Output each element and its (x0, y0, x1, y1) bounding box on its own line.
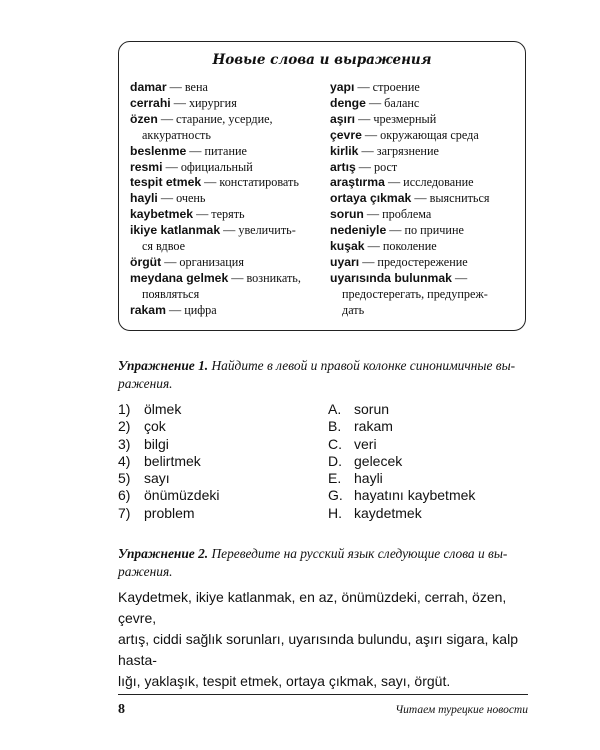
dash-separator: — (361, 127, 381, 142)
option-marker: 2) (118, 418, 131, 435)
exercise-1-option (328, 401, 528, 418)
vocabulary-definition: питание (204, 143, 247, 158)
vocabulary-definition-cont: ся вдвое (142, 239, 186, 254)
vocabulary-box (118, 41, 526, 331)
vocabulary-definition: цифра (184, 302, 217, 317)
vocabulary-right-column (330, 80, 522, 319)
vocabulary-entry (130, 144, 330, 160)
exercise-2-instruction (118, 545, 530, 580)
vocabulary-entry (330, 96, 522, 112)
option-marker: E. (328, 470, 342, 487)
vocabulary-term: tespit etmek (130, 175, 202, 190)
vocabulary-term: uyarı (330, 254, 360, 269)
option-marker: 7) (118, 504, 131, 521)
vocabulary-term: hayli (130, 191, 158, 206)
dash-separator: — (170, 95, 189, 110)
vocabulary-entry (330, 191, 522, 207)
exercise-1-label: Упражнение 1. (118, 358, 209, 373)
option-marker: 1) (118, 401, 131, 417)
exercise-2-label: Упражнение 2. (118, 546, 209, 561)
vocabulary-entry (130, 271, 330, 287)
dash-separator: — (157, 191, 177, 206)
vocabulary-term: artış (330, 159, 356, 174)
vocabulary-definition: констатировать (219, 175, 299, 190)
vocabulary-definition: загрязнение (376, 143, 439, 158)
exercise-1-left-list (118, 401, 318, 522)
vocabulary-entry (330, 112, 522, 128)
vocabulary-term: nedeniyle (330, 223, 387, 238)
vocabulary-term: rakam (130, 302, 166, 317)
exercise-1-right-list (328, 401, 528, 522)
vocabulary-definition-cont: предостерегать, предупреж- (342, 286, 488, 301)
option-marker: 3) (118, 435, 131, 452)
exercise-2-text-cont: ражения. (118, 563, 173, 579)
exercise-1-text: Найдите в левой и правой колонке синонимичные вы- (211, 358, 516, 373)
option-marker: 6) (118, 487, 131, 504)
option-word: ölmek (144, 401, 182, 417)
exercise-1-option (118, 401, 318, 418)
vocabulary-definition-cont: аккуратность (142, 127, 211, 142)
vocabulary-entry (330, 128, 522, 144)
exercise-1-option (118, 470, 318, 487)
dash-separator: — (355, 111, 374, 126)
dash-separator: — (411, 191, 430, 206)
dash-separator: — (165, 302, 185, 317)
vocabulary-left-column (130, 80, 330, 319)
dash-separator: — (193, 207, 212, 222)
page-number: 8 (118, 702, 125, 717)
vocabulary-entry (330, 255, 522, 271)
vocabulary-entry (330, 80, 522, 96)
dash-separator: — (355, 159, 375, 174)
option-marker: 5) (118, 470, 131, 487)
vocabulary-definition-cont: появляться (142, 286, 200, 301)
option-marker: A. (328, 401, 342, 417)
exercise-2-text: Переведите на русский язык следующие слова и вы- (211, 546, 508, 561)
footer-divider (118, 694, 528, 695)
option-word: veri (354, 435, 377, 452)
dash-separator: — (162, 159, 181, 174)
option-word: bilgi (144, 435, 169, 452)
dash-separator: — (364, 239, 383, 254)
dash-separator: — (166, 80, 185, 94)
vocabulary-definition: вена (184, 80, 208, 94)
exercise-1-option (328, 470, 528, 487)
vocabulary-term: meydana gelmek (130, 270, 229, 285)
option-marker: 4) (118, 452, 131, 469)
vocabulary-term: kaybetmek (130, 207, 194, 222)
vocabulary-definition: официальный (180, 159, 253, 174)
vocabulary-entry (130, 207, 330, 223)
vocabulary-term: ikiye katlanmak (130, 223, 221, 238)
option-marker: B. (328, 418, 342, 435)
vocabulary-entry-continuation (130, 287, 330, 303)
dash-separator: — (386, 223, 405, 238)
vocabulary-entry-continuation (130, 128, 330, 144)
vocabulary-definition: строение (372, 80, 420, 94)
vocabulary-entry (130, 303, 330, 319)
option-marker: G. (328, 487, 343, 504)
option-word: hayli (354, 470, 383, 487)
vocabulary-definition: выясниться (429, 191, 490, 206)
vocabulary-definition: организация (179, 254, 244, 269)
exercise-2-line: lığı, yaklaşık, tespit etmek, ortaya çıkmak, sayı, örgüt. (118, 673, 451, 689)
vocabulary-term: denge (330, 95, 366, 110)
vocabulary-definition-cont: дать (342, 302, 365, 317)
option-word: sorun (354, 401, 390, 417)
vocabulary-definition: рост (374, 159, 398, 174)
exercise-1-option (118, 453, 318, 470)
dash-separator: — (186, 143, 205, 158)
vocabulary-definition: окружающая среда (380, 127, 479, 142)
option-word: gelecek (354, 452, 403, 469)
exercise-1-instruction (118, 357, 530, 392)
vocabulary-term: özen (130, 111, 158, 126)
exercise-1-option (118, 418, 318, 435)
exercise-2-line: Kaydetmek, ikiye katlanmak, en az, önümüzdeki, cerrah, özen, çevre, (118, 589, 507, 626)
vocabulary-term: sorun (330, 207, 364, 222)
exercise-1-text-cont: ражения. (118, 375, 173, 391)
dash-separator: — (363, 207, 383, 222)
option-marker: H. (328, 504, 342, 521)
vocabulary-entry-continuation (130, 239, 330, 255)
vocabulary-term: çevre (330, 127, 362, 142)
exercise-1-option (118, 436, 318, 453)
dash-separator: — (228, 270, 247, 285)
vocabulary-entry (130, 96, 330, 112)
vocabulary-definition: возникать, (246, 270, 301, 285)
option-marker: C. (328, 435, 342, 452)
vocabulary-entry (330, 223, 522, 239)
exercise-1-option (328, 418, 528, 435)
vocabulary-term: kirlik (330, 143, 359, 158)
vocabulary-entry-continuation (330, 287, 522, 303)
vocabulary-entry (130, 112, 330, 128)
dash-separator: — (161, 254, 180, 269)
vocabulary-entry (330, 239, 522, 255)
dash-separator: — (384, 175, 404, 190)
vocabulary-term: uyarısında bulunmak (330, 270, 452, 285)
vocabulary-definition: хирургия (188, 95, 237, 110)
dash-separator: — (354, 80, 373, 94)
vocabulary-entry (130, 80, 330, 96)
dash-separator: — (451, 270, 468, 285)
exercise-2-word-list (118, 587, 530, 692)
vocabulary-entry (130, 160, 330, 176)
option-word: hayatını kaybetmek (354, 487, 476, 504)
exercise-1-option (118, 487, 318, 504)
option-word: önümüzdeki (144, 487, 220, 504)
option-word: sayı (144, 470, 170, 487)
vocabulary-definition: увеличить- (238, 223, 296, 238)
vocabulary-title: Новые слова и выражения (212, 52, 432, 68)
option-word: kaydetmek (354, 504, 422, 521)
vocabulary-entry (330, 207, 522, 223)
exercise-1-option (328, 436, 528, 453)
vocabulary-term: aşırı (330, 111, 356, 126)
vocabulary-definition: проблема (382, 207, 432, 222)
vocabulary-definition: чрезмерный (373, 111, 437, 126)
vocabulary-entry (130, 255, 330, 271)
vocabulary-term: örgüt (130, 254, 162, 269)
dash-separator: — (365, 95, 385, 110)
dash-separator: — (359, 254, 378, 269)
vocabulary-definition: предостережение (377, 254, 468, 269)
vocabulary-entry-continuation (330, 303, 522, 319)
dash-separator: — (220, 223, 239, 238)
vocabulary-term: beslenme (130, 143, 187, 158)
option-word: rakam (354, 418, 393, 435)
option-word: çok (144, 418, 166, 435)
vocabulary-entry (330, 144, 522, 160)
vocabulary-definition: исследование (403, 175, 474, 190)
vocabulary-definition: баланс (384, 95, 420, 110)
vocabulary-entry (330, 175, 522, 191)
exercise-1-option (328, 453, 528, 470)
exercise-2-line: artış, ciddi sağlık sorunları, uyarısında bulundu, aşırı sigara, kalp hasta- (118, 631, 518, 668)
vocabulary-definition: по причине (404, 223, 464, 238)
exercise-1-option (328, 487, 528, 504)
option-word: problem (144, 504, 195, 521)
option-marker: D. (328, 452, 342, 469)
vocabulary-definition: очень (176, 191, 206, 206)
running-title: Читаем турецкие новости (395, 704, 528, 716)
vocabulary-term: yapı (330, 80, 355, 94)
dash-separator: — (157, 111, 177, 126)
vocabulary-definition: терять (211, 207, 245, 222)
vocabulary-entry (130, 191, 330, 207)
vocabulary-definition: поколение (382, 239, 437, 254)
exercise-1-option (328, 505, 528, 522)
vocabulary-definition: старание, усердие, (176, 111, 273, 126)
vocabulary-term: ortaya çıkmak (330, 191, 412, 206)
option-word: belirtmek (144, 452, 201, 469)
dash-separator: — (201, 175, 220, 190)
exercise-1-option (118, 505, 318, 522)
vocabulary-term: cerrahi (130, 95, 171, 110)
vocabulary-entry (130, 175, 330, 191)
vocabulary-term: kuşak (330, 239, 365, 254)
vocabulary-term: damar (130, 80, 167, 94)
vocabulary-entry (330, 271, 522, 287)
vocabulary-entry (130, 223, 330, 239)
dash-separator: — (358, 143, 377, 158)
vocabulary-term: araştırma (330, 175, 385, 190)
vocabulary-entry (330, 160, 522, 176)
vocabulary-term: resmi (130, 159, 163, 174)
